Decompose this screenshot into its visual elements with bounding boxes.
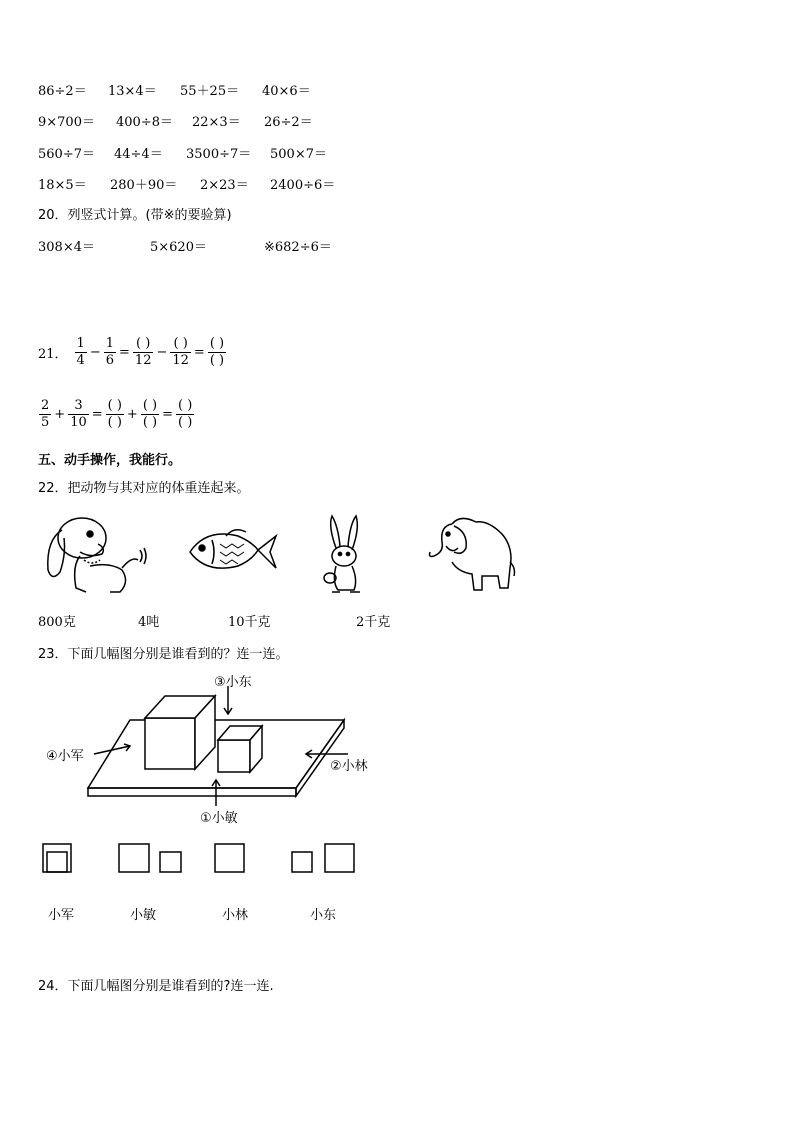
rabbit-icon	[318, 512, 373, 597]
calc-item: 2×23＝	[200, 178, 249, 193]
weight-label: 2千克	[356, 615, 391, 630]
calc-item: 2400÷6＝	[270, 178, 336, 193]
view-options	[40, 840, 370, 880]
calc-item: 26÷2＝	[264, 115, 313, 130]
fish-icon	[186, 522, 281, 582]
calc-item: 40×6＝	[262, 84, 311, 99]
q21-label: 21．	[38, 347, 68, 362]
fraction: 1 6	[105, 336, 115, 368]
q20-title: 20．列竖式计算。(带※的要验算)	[38, 208, 232, 223]
fraction-blank[interactable]: ( ) 12	[172, 336, 189, 368]
name-label: 小林	[222, 908, 249, 923]
calc-item: 55＋25＝	[180, 84, 240, 99]
q23-title: 23．下面几幅图分别是谁看到的？连一连。	[38, 647, 289, 662]
fraction-blank[interactable]: ( ) ( )	[142, 398, 158, 430]
view-option-3	[215, 844, 244, 872]
dog-icon	[40, 510, 150, 600]
fraction: 2 5	[41, 398, 50, 430]
calc-item: 18×5＝	[38, 178, 87, 193]
viewer-label-bottom: ①小敏	[200, 811, 238, 826]
calc-item: 500×7＝	[270, 147, 327, 162]
fraction-equation-1: 21． 1 4 − 1 6 = ( ) 12 − ( ) 12 = ( ) ( )	[38, 336, 225, 368]
name-label: 小军	[48, 908, 75, 923]
fraction-blank[interactable]: ( ) ( )	[178, 398, 193, 430]
calc-item: 9×700＝	[38, 115, 95, 130]
fraction: 3 10	[70, 398, 87, 430]
calc-item: 280＋90＝	[110, 178, 178, 193]
viewer-label-top: ③小东	[214, 675, 252, 690]
weight-label: 10千克	[228, 615, 271, 630]
calc-item: 44÷4＝	[114, 147, 163, 162]
name-label: 小东	[310, 908, 337, 923]
fraction-blank[interactable]: ( ) 12	[134, 336, 152, 368]
vertical-calc-item: 308×4＝	[38, 240, 95, 255]
view-option-4	[292, 852, 312, 872]
weight-label: 800克	[38, 615, 76, 630]
elephant-icon	[424, 512, 519, 594]
calc-item: 13×4＝	[108, 84, 157, 99]
viewer-label-right: ②小林	[330, 759, 368, 774]
fraction-equation-2: 2 5 + 3 10 = ( ) ( ) + ( ) ( ) = ( ) ( )	[41, 398, 193, 430]
viewer-label-left: ④小军	[46, 749, 84, 764]
name-label: 小敏	[130, 908, 157, 923]
fraction: 1 4	[76, 336, 85, 368]
fraction-blank[interactable]: ( ) ( )	[209, 336, 225, 368]
view-option-2	[119, 844, 149, 872]
section-title: 五、动手操作，我能行。	[38, 453, 182, 468]
vertical-calc-item: ※682÷6＝	[264, 240, 332, 255]
q22-title: 22．把动物与其对应的体重连起来。	[38, 481, 250, 496]
calc-item: 86÷2＝	[38, 84, 87, 99]
calc-item: 3500÷7＝	[186, 147, 252, 162]
vertical-calc-item: 5×620＝	[150, 240, 207, 255]
weight-label: 4吨	[138, 615, 160, 630]
q24-title: 24．下面几幅图分别是谁看到的?连一连.	[38, 979, 274, 994]
fraction-blank[interactable]: ( ) ( )	[107, 398, 122, 430]
calc-item: 400÷8＝	[116, 115, 173, 130]
calc-item: 560÷7＝	[38, 147, 95, 162]
calc-item: 22×3＝	[192, 115, 241, 130]
